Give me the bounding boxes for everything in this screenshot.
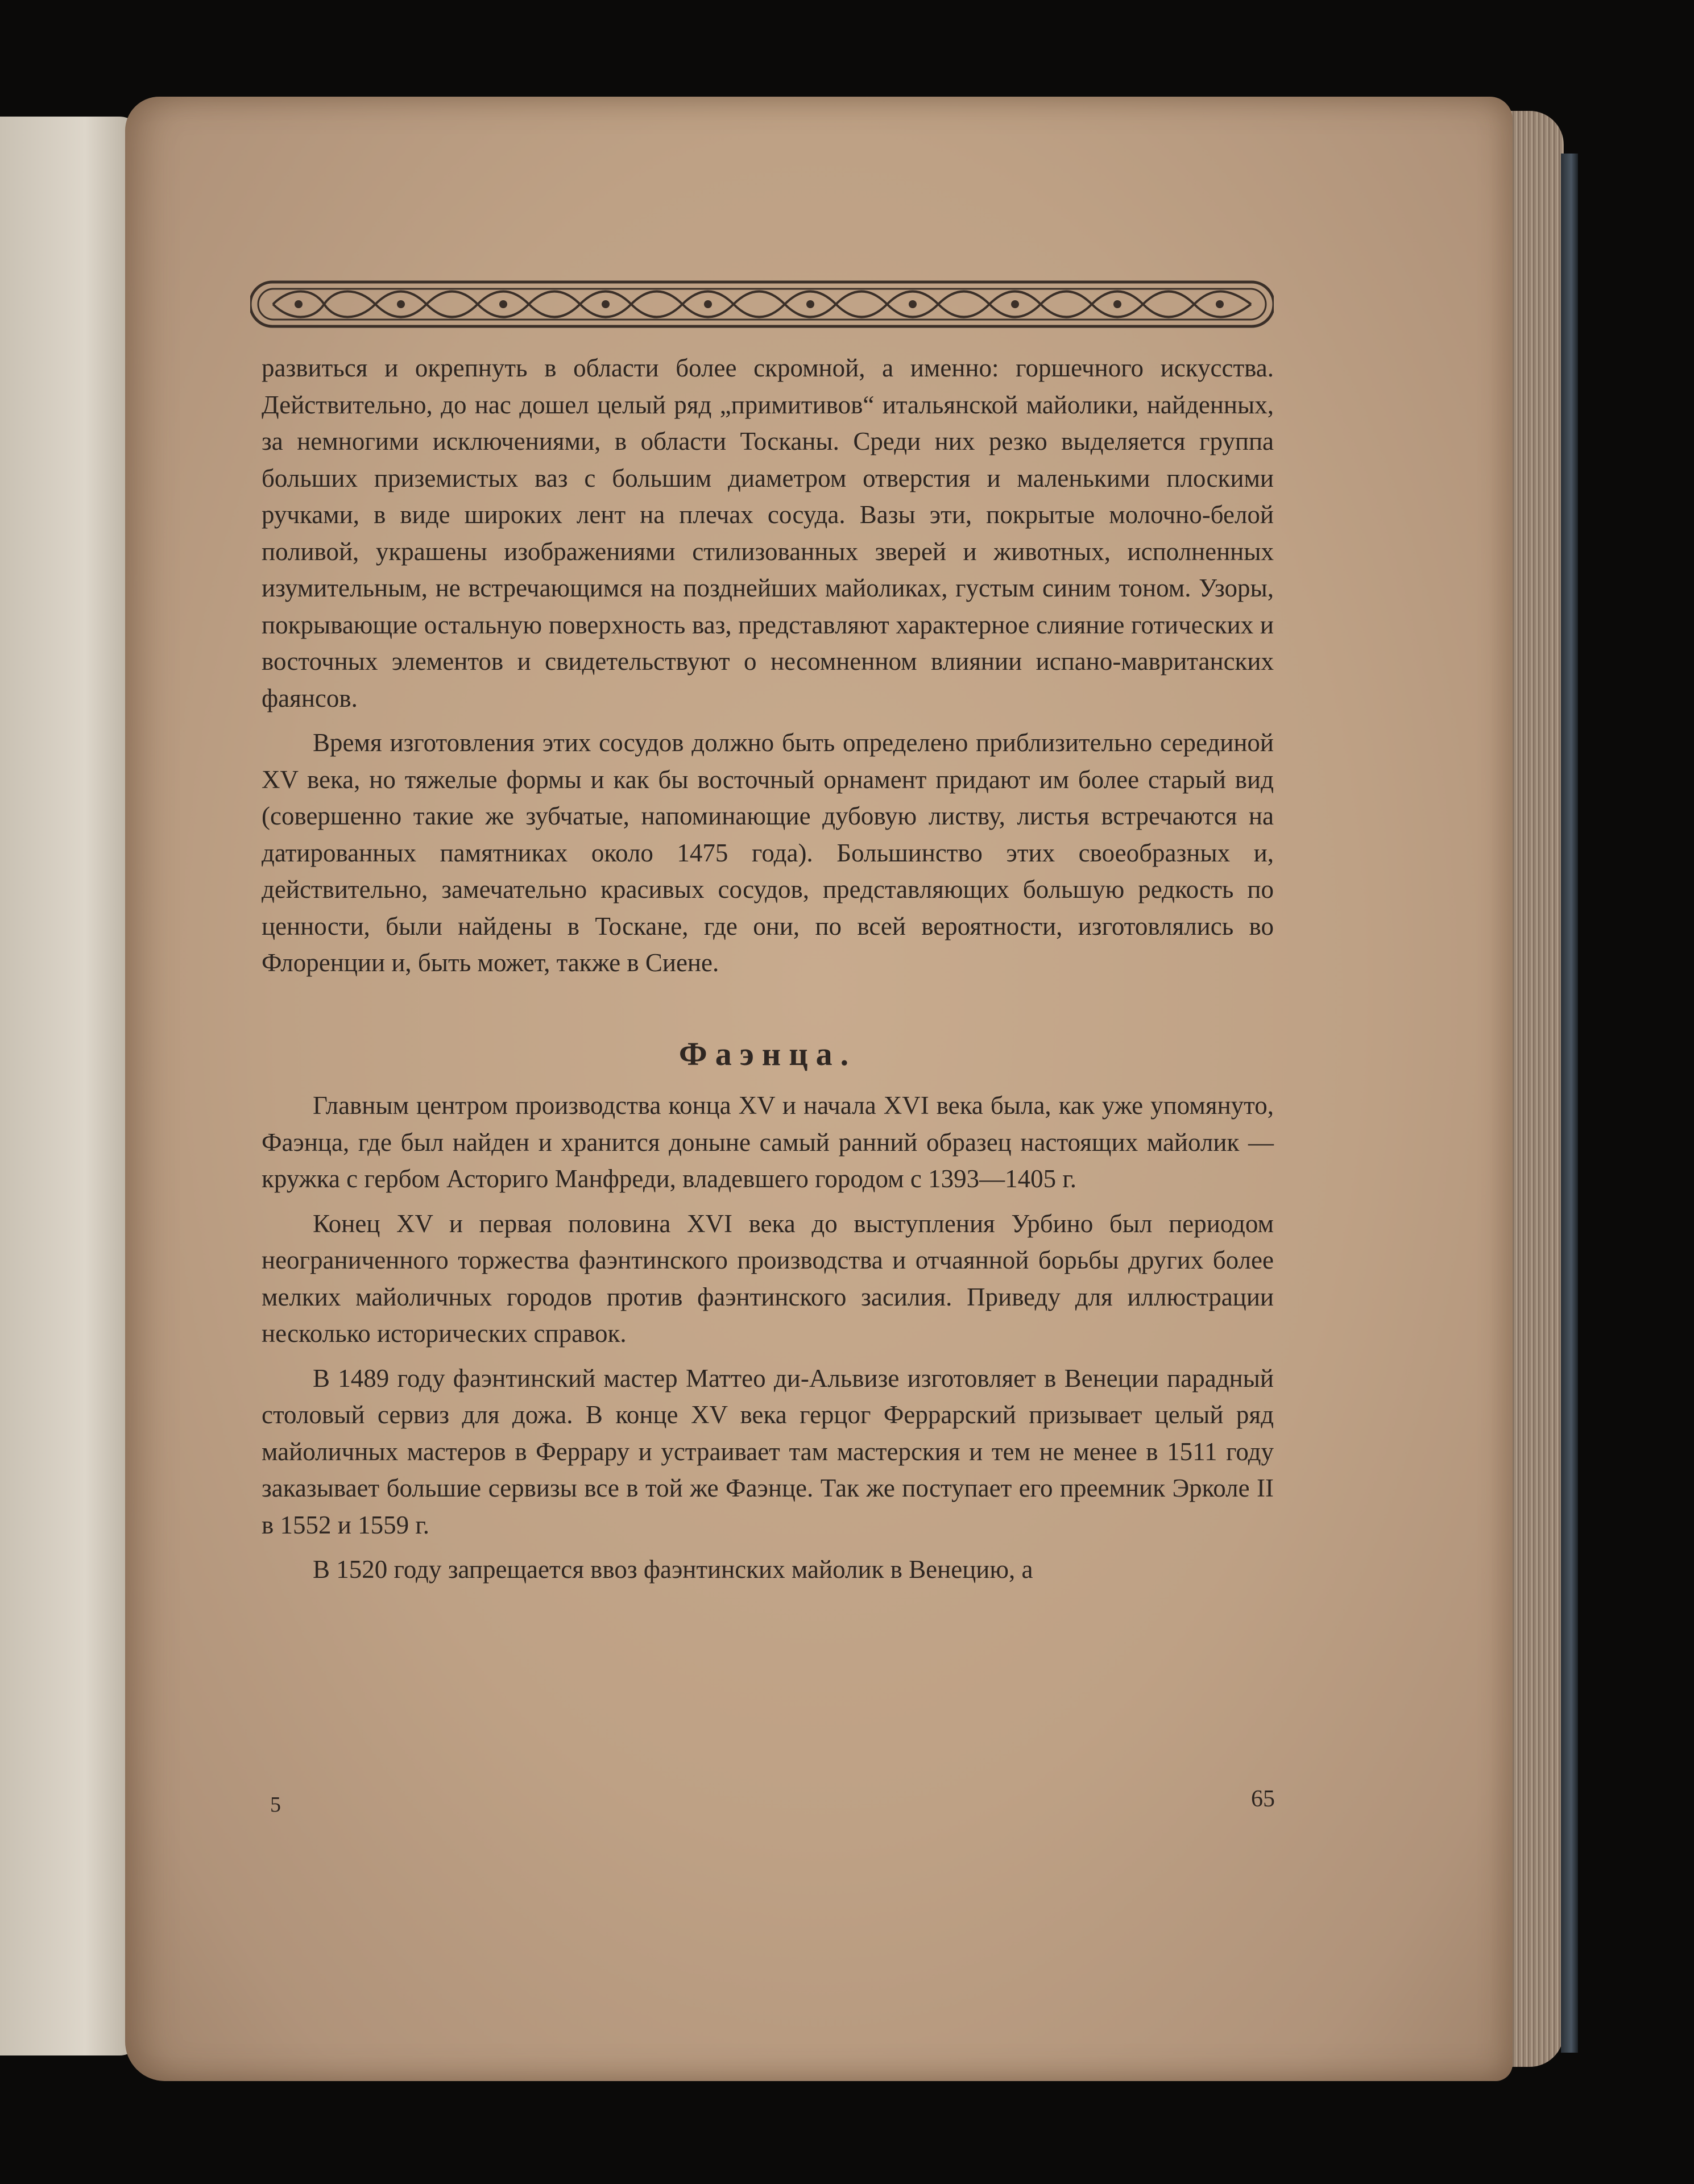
section-heading: Фаэнца. (678, 1035, 857, 1072)
binding-strip (1561, 154, 1578, 2053)
page-number: 65 (1251, 1786, 1275, 1812)
paragraph-3: Главным центром производства конца XV и начала XVI века была, как уже упомянуто, Фаэнца, где был найден и хранится доныне самый ранний образец настоящих майолик — кружка с гербом Асториго Манфреди, владевшего городом с 1393—1405 г. (262, 1091, 1274, 1193)
signature-mark: 5 (270, 1793, 281, 1817)
paragraph-2: Время изготовления этих сосудов должно быть определено приблизительно серединой XV века, но тяжелые формы и как бы восточный орнамент придают им более старый вид (совершенно такие же зубчатые, напоминающие дубовую листву, листья встречаются на датированных памятниках около 1475 года). Большинство этих своеобразных и, действительно, замечательно красивых сосудов, представляющих большую редкость по ценности, были найдены в Тоскане, где они, по всей вероятности, изготовлялись во Флоренции и, быть может, также в Сиене. (262, 728, 1274, 977)
decorative-ornament-band (250, 279, 1274, 330)
paragraph-4: Конец XV и первая половина XVI века до выступления Урбино был периодом неограниченного торжества фаэнтинского производства и отчаянной борьбы других более мелких майоличных городов против фаэнтинского засилия. Приведу для иллюстрации несколько исторических справок. (262, 1209, 1274, 1348)
paragraph-5: В 1489 году фаэнтинский мастер Маттео ди-Альвизе изготовляет в Венеции парадный столовый сервиз для дожа. В конце XV века герцог Феррарский призывает целый ряд майоличных мастеров в Феррару и устраивает там мастерския и тем не менее в 1511 году заказывает большие сервизы все в той же Фаэнце. Так же поступает его преемник Эрколе II в 1552 и 1559 г. (262, 1364, 1274, 1539)
body-text (262, 350, 1274, 1588)
left-page-edge (0, 117, 142, 2055)
paragraph-1: развиться и окрепнуть в области более скромной, а именно: горшечного искусства. Действительно, до нас дошел целый ряд „примитивов“ итальянской майолики, найденных, за немногими исключениями, в области Тосканы. Среди них резко выделяется группа больших приземистых ваз с большим диаметром отверстия и маленькими плоскими ручками, в виде широких лент на плечах сосуда. Вазы эти, покрытые молочно-белой поливой, украшены изображениями стилизованных зверей и животных, исполненных изумительным, не встречающимся на позднейших майоликах, густым синим тоном. Узоры, покрывающие остальную поверхность ваз, представляют характерное слияние готических и восточных элементов и свидетельствуют о несомненном влиянии испано-мавританских фаянсов. (262, 354, 1274, 712)
paragraph-6: В 1520 году запрещается ввоз фаэнтинских майолик в Венецию, а (313, 1555, 1033, 1584)
